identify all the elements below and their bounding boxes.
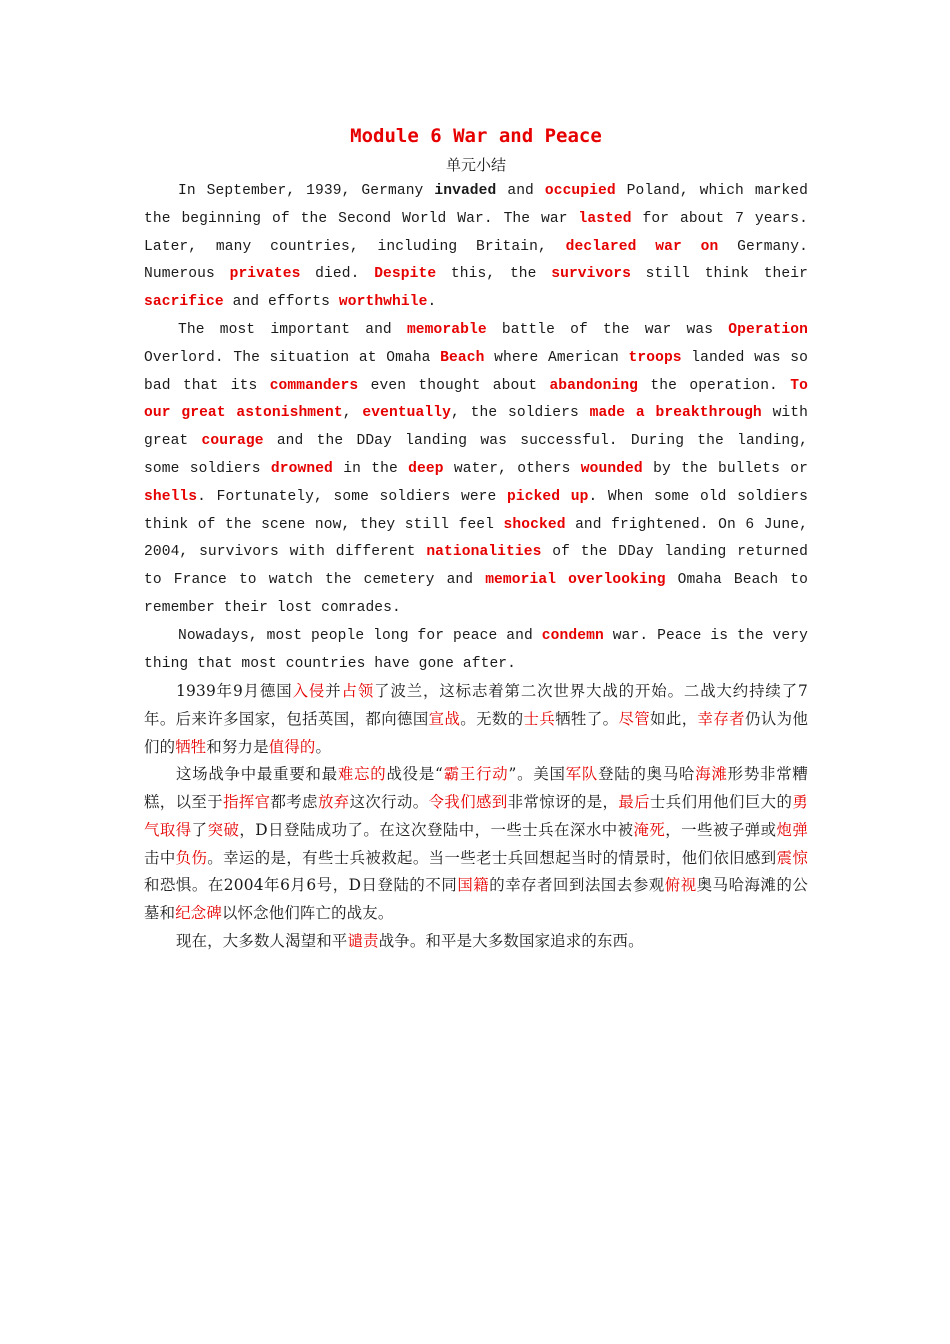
highlighted-term: 纪念碑 — [175, 903, 222, 922]
highlighted-term: shells — [144, 488, 198, 505]
text-run: 非常惊讶的是， — [507, 793, 619, 812]
text-run: In September, 1939, Germany — [178, 183, 435, 199]
text-run: , the soldiers — [450, 405, 590, 422]
text-run: 形势非常糟糕，以至于 — [144, 765, 808, 812]
english-paragraph — [144, 317, 808, 623]
highlighted-term: shocked — [503, 516, 566, 533]
text-run: water, others — [443, 460, 581, 477]
highlighted-term: 值得的 — [268, 737, 316, 756]
text-run: in the — [332, 460, 409, 477]
text-run: 1939年9月德国 — [176, 682, 293, 701]
page-subtitle: 单元小结 — [445, 156, 506, 174]
chinese-paragraph — [144, 761, 808, 927]
highlighted-term: 谴责 — [347, 931, 379, 950]
text-run: 。 — [315, 737, 332, 756]
highlighted-term: picked up — [507, 488, 589, 505]
text-run: of the DDay landing returned to France to watch the cemetery and — [144, 544, 808, 589]
chinese-section — [144, 678, 808, 955]
highlighted-term: 幸存者 — [697, 710, 745, 729]
text-run: 如此， — [650, 710, 698, 729]
text-run: 这场战争中最重要和最 — [176, 765, 338, 784]
text-run: 。幸运的是，有些士兵被救起。当一些老士兵回想起当时的情景时，他们依旧感到 — [207, 848, 777, 867]
text-run: 仍认为他们的 — [144, 710, 809, 756]
text-run: 牺牲了。 — [555, 710, 619, 729]
highlighted-term: abandoning — [549, 377, 639, 394]
highlighted-term: Beach — [440, 349, 485, 366]
text-run: 士兵们用他们巨大的 — [650, 793, 793, 812]
text-run: 的幸存者回到法国去参观 — [489, 876, 665, 895]
text-run: this, the — [436, 266, 552, 283]
text-run: and — [496, 183, 545, 199]
text-run: Omaha Beach to remember their lost comrades. — [144, 572, 808, 616]
highlighted-term: condemn — [541, 627, 604, 644]
text-run: Nowadays, most people long for peace and — [178, 627, 542, 644]
document-page — [144, 120, 808, 955]
highlighted-term: eventually — [362, 405, 451, 422]
highlighted-term: 放弃 — [317, 793, 350, 812]
text-run: still think their — [630, 266, 808, 283]
highlighted-term: drowned — [270, 460, 333, 477]
text-run: . When some old soldiers think of the scene now, they still feel — [144, 488, 808, 533]
text-run: . Fortunately, some soldiers were — [197, 488, 507, 505]
text-run: died. — [300, 266, 375, 283]
text-run: Germany. Numerous — [144, 238, 808, 283]
highlighted-term: troops — [628, 349, 682, 366]
text-run: 登陆的奥马哈 — [598, 765, 696, 784]
highlighted-term: sacrifice — [144, 294, 224, 311]
highlighted-term: privates — [229, 266, 301, 283]
text-run: ”。美国 — [508, 765, 566, 784]
chinese-paragraph — [144, 678, 808, 761]
text-run: Overlord. The situation at Omaha — [144, 349, 441, 366]
text-run: 和恐惧。在2004年6月6号，D日登陆的不同 — [144, 876, 458, 895]
highlighted-term: 俯视 — [664, 876, 697, 895]
highlighted-term: deep — [408, 460, 444, 477]
page-title: Module 6 War and Peace — [350, 125, 602, 147]
highlighted-term: 难忘的 — [337, 765, 387, 784]
english-paragraph — [144, 623, 808, 679]
highlighted-term: 尽管 — [618, 710, 651, 729]
text-run: 战役是“ — [386, 765, 444, 784]
text-run: 奥马哈海滩的公墓和 — [144, 876, 809, 922]
text-run: 现在，大多数人渴望和平 — [176, 931, 348, 950]
highlighted-term: 国籍 — [457, 876, 490, 895]
highlighted-term: 负伤 — [175, 848, 208, 867]
highlighted-term: 炮弹 — [776, 820, 808, 839]
text-run: for about 7 years. Later, many countries, including Britain, — [144, 210, 809, 255]
bold-term: invaded — [434, 183, 497, 199]
text-run: 了 — [191, 820, 208, 839]
text-run: even thought about — [358, 377, 550, 394]
text-run: and frightened. On 6 June, 2004, survivors with different — [144, 516, 808, 561]
highlighted-term: 勇气 — [144, 793, 808, 839]
highlighted-term: wounded — [580, 460, 643, 477]
highlighted-term: lasted — [578, 210, 632, 227]
text-run: The most important and — [178, 321, 407, 338]
highlighted-term: 牺牲 — [175, 737, 207, 756]
text-run: ，D日登陆成功了。在这次登陆中，一些士兵在深水中被 — [239, 820, 634, 839]
text-run: where American — [484, 349, 629, 366]
highlighted-term: 霸王行动 — [443, 765, 509, 784]
highlighted-term: made a breakthrough — [589, 405, 762, 422]
highlighted-term: memorable — [406, 321, 487, 338]
text-run: by the bullets or — [642, 460, 808, 477]
text-run: 。无数的 — [460, 710, 524, 729]
highlighted-term: declared war on — [565, 238, 719, 255]
text-run: and the DDay landing was successful. During the landing, some soldiers — [144, 433, 808, 477]
text-run: 了波兰，这标志着第二次世界大战的开始。二战大约持续了7年。后来许多国家，包括英国，都向德国 — [144, 682, 809, 729]
highlighted-term: memorial overlooking — [485, 572, 666, 589]
text-run: war. Peace is the very thing that most countries have gone after. — [144, 627, 808, 672]
text-run: the operation. — [638, 377, 791, 394]
highlighted-term: survivors — [551, 266, 631, 283]
text-run: . — [427, 294, 437, 311]
highlighted-term: 海滩 — [695, 765, 728, 784]
highlighted-term: 最后 — [618, 793, 650, 812]
highlighted-term: 入侵 — [292, 682, 326, 701]
highlighted-term: 士兵 — [523, 710, 556, 729]
highlighted-term: 震惊 — [776, 848, 809, 867]
highlighted-term: To our great astonishment — [144, 377, 808, 422]
text-run: battle of the war was — [486, 321, 729, 338]
highlighted-term: courage — [201, 433, 264, 450]
english-paragraph — [144, 178, 808, 317]
text-run: Poland, which marked the beginning of the Second World War. The war — [144, 183, 809, 227]
highlighted-term: 指挥官 — [223, 793, 271, 812]
text-run: 以怀念他们阵亡的战友。 — [221, 903, 394, 922]
highlighted-term: Operation — [728, 321, 808, 338]
text-run: 战争。和平是大多数国家追求的东西。 — [378, 931, 644, 950]
highlighted-term: worthwhile — [338, 294, 428, 311]
highlighted-term: commanders — [269, 377, 359, 394]
text-run: , — [342, 405, 363, 422]
highlighted-term: nationalities — [426, 544, 542, 561]
chinese-paragraph — [144, 928, 808, 956]
highlighted-term: 占领 — [341, 682, 375, 701]
highlighted-term: 令我们感到 — [428, 793, 508, 812]
english-section — [144, 178, 808, 678]
highlighted-term: 淹死 — [633, 820, 666, 839]
highlighted-term: 宣战 — [428, 710, 461, 729]
text-run: 并 — [325, 682, 342, 701]
highlighted-term: 取得 — [159, 820, 192, 839]
text-run: and efforts — [223, 294, 339, 311]
text-run: 这次行动。 — [349, 793, 429, 812]
text-run: landed was so bad that its — [144, 349, 808, 394]
text-run: 和努力是 — [206, 737, 269, 756]
text-run: 都考虑 — [270, 793, 318, 812]
highlighted-term: Despite — [374, 266, 437, 283]
highlighted-term: occupied — [544, 183, 616, 199]
highlighted-term: 突破 — [207, 820, 240, 839]
text-run: with great — [144, 405, 808, 450]
text-run: ，一些被子弹或 — [665, 820, 777, 839]
text-run: 击中 — [144, 848, 176, 867]
highlighted-term: 军队 — [565, 765, 599, 784]
